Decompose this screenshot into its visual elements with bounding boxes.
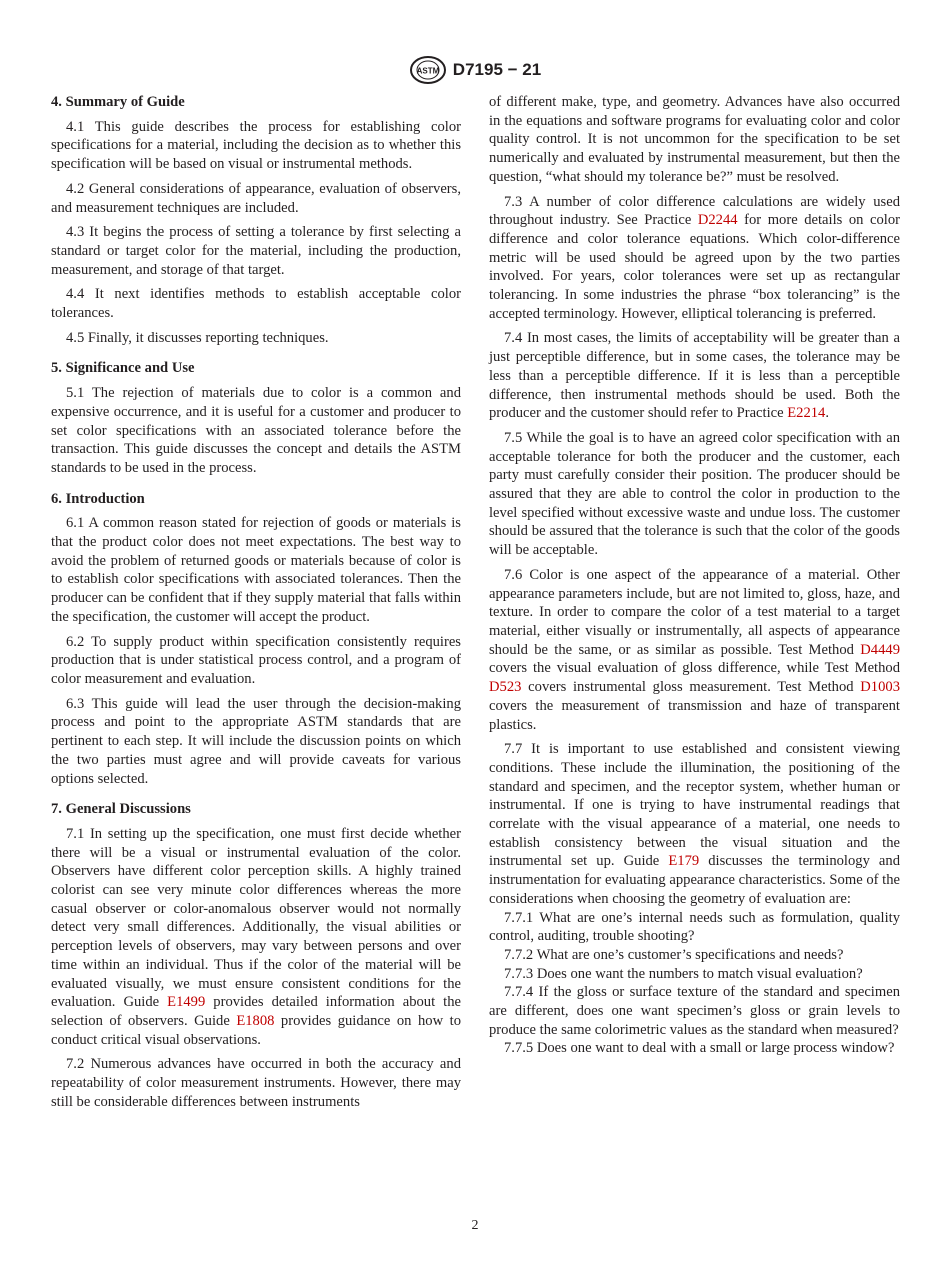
paragraph-7-3: 7.3 A number of color difference calculations are widely used throughout industry. See Practice D2244 for more details on color difference and color tolerance equations. Which color-difference metric will be used should be agreed upon by the two parties involved. For years, color tolerances were set up as rectangular tolerancing. In some industries the phrase “box tolerancing” is the accepted terminology. However, elliptical tolerancing is preferred. bbox=[489, 193, 900, 322]
document-id: D7195 − 21 bbox=[452, 60, 542, 79]
paragraph-6-3: 6.3 This guide will lead the user through the decision-making process and point to the appropriate ASTM standards that are pertinent to each step. It will include the discussion points on which the two parties must agree and will provide caveats for various options selected. bbox=[51, 695, 461, 787]
astm-logo-text: ASTM bbox=[416, 66, 440, 76]
reference-link-d523[interactable]: D523 bbox=[489, 679, 522, 696]
section-heading-summary: 4. Summary of Guide bbox=[51, 94, 185, 110]
paragraph-6-1: 6.1 A common reason stated for rejection of goods or materials is that the product color does not meet expectations. The best way to avoid the problem of returned goods or materials because of color is to establish color specifications with associated tolerances. Then the producer can be confident that if they supply material that falls within the specification, the customer will accept the product. bbox=[51, 515, 461, 625]
paragraph-7-7-2: 7.7.2 What are one’s customer’s specifications and needs? bbox=[504, 946, 844, 963]
reference-link-e1499[interactable]: E1499 bbox=[167, 994, 206, 1011]
page-header bbox=[0, 52, 950, 88]
reference-link-d2244[interactable]: D2244 bbox=[697, 212, 738, 229]
page-number: 2 bbox=[471, 1218, 479, 1233]
paragraph-7-7-1: 7.7.1 What are one’s internal needs such as formulation, quality control, auditing, trouble shooting? bbox=[489, 909, 900, 945]
paragraph-4-3: 4.3 It begins the process of setting a tolerance by first selecting a standard or target color for the material, including the production, measurement, and storage of that target. bbox=[51, 224, 461, 278]
paragraph-7-2-start: 7.2 Numerous advances have occurred in both the accuracy and repeatability of color measurement instruments. However, there may still be considerable differences between instruments bbox=[51, 1056, 461, 1110]
astm-logo-icon bbox=[409, 55, 447, 85]
right-column bbox=[489, 93, 900, 1058]
paragraph-7-5: 7.5 While the goal is to have an agreed color specification with an acceptable tolerance for both the producer and the customer, each party must carefully consider their position. The producer should be assured that they are able to control the color in production to the level specified without excessive waste and undue loss. The customer should be assured that the tolerance is such that the color of the goods will be acceptable. bbox=[489, 429, 900, 559]
paragraph-7-1: 7.1 In setting up the specification, one must first decide whether there will be a visual or instrumental evaluation of the color. Observers have different color perception skills. A highly trained colorist can see very minute color differences whereas the more casual observer or color-anomalous observer would not normally detect very small differences. Additionally, the visual abilities or perception levels of observers, may vary between persons and over time within an individual. Thus if the color of the material will be evaluated visually, we must ensure consistent conditions for the evaluation. Guide E1499 provides detailed information about the selection of observers. Guide E1808 provides guidance on how to conduct critical visual observations. bbox=[51, 825, 461, 1048]
paragraph-7-7-5: 7.7.5 Does one want to deal with a small or large process window? bbox=[504, 1040, 895, 1057]
reference-link-e2214[interactable]: E2214 bbox=[787, 405, 826, 422]
paragraph-7-4: 7.4 In most cases, the limits of acceptability will be greater than a just perceptible difference, but in some cases, the tolerance may be less than a perceptible difference. If it is less than a perceptible difference, then instrumental methods should be used. Both the producer and the customer should refer to Practice E2214. bbox=[489, 330, 900, 422]
paragraph-4-5: 4.5 Finally, it discusses reporting techniques. bbox=[66, 329, 329, 346]
section-heading-significance: 5. Significance and Use bbox=[51, 360, 195, 377]
section-heading-general-discussions: 7. General Discussions bbox=[51, 801, 191, 818]
paragraph-7-7: 7.7 It is important to use established and consistent viewing conditions. These include the illumination, the positioning of the standard and specimen, and the receptor system, whether human or instrumental. If one is trying to have instrumental readings that correlate with the visual appearance of a material, one needs to establish consistency between the visual situation and the instrumental set up. Guide E179 discusses the terminology and instrumentation for evaluating appearance characteristics. Some of the considerations when choosing the geometry of evaluation are: bbox=[489, 741, 901, 907]
paragraph-5-1: 5.1 The rejection of materials due to color is a common and expensive occurrence, and it is useful for a customer and producer to set color specifications with an associated tolerance before the transaction. This guide discusses the concept and details the ASTM standards to be used in the process. bbox=[51, 385, 461, 476]
paragraph-4-1: 4.1 This guide describes the process for establishing color specifications for a material, including the decision as to whether this specification will be based on visual or instrumental methods. bbox=[51, 118, 461, 173]
paragraph-7-2-continued: of different make, type, and geometry. Advances have also occurred in the equations and software programs for evaluating color and color quality control. It is not uncommon for the specification to be set numerically and evaluated by instrumental measurement, but then the question, “what should my tolerance be?” must be resolved. bbox=[489, 94, 900, 185]
paragraph-4-4: 4.4 It next identifies methods to establish acceptable color tolerances. bbox=[51, 286, 461, 322]
paragraph-7-7-3: 7.7.3 Does one want the numbers to match visual evaluation? bbox=[504, 965, 863, 982]
reference-link-d4449[interactable]: D4449 bbox=[860, 641, 900, 658]
left-column bbox=[51, 93, 461, 1117]
section-heading-introduction: 6. Introduction bbox=[51, 490, 145, 507]
reference-link-e179[interactable]: E179 bbox=[668, 853, 700, 870]
paragraph-6-2: 6.2 To supply product within specification consistently requires production that is under statistical process control, and a program of color measurement and evaluation. bbox=[51, 633, 461, 687]
reference-link-d1003[interactable]: D1003 bbox=[860, 679, 900, 696]
paragraph-4-2: 4.2 General considerations of appearance, evaluation of observers, and measurement techniques are included. bbox=[51, 180, 461, 216]
reference-link-e1808[interactable]: E1808 bbox=[236, 1012, 275, 1029]
paragraph-7-7-4: 7.7.4 If the gloss or surface texture of the standard and specimen are different, does one want specimen’s gloss or grain levels to produce the same colorimetric values as the standard when measured? bbox=[489, 984, 900, 1038]
paragraph-7-6: 7.6 Color is one aspect of the appearance of a material. Other appearance parameters include, but are not limited to, gloss, haze, and texture. In order to compare the color of a test material to a target material, either visually or instrumentally, all aspects of appearance should be the same, or as similar as possible. Test Method D4449 covers the visual evaluation of gloss difference, while Test Method D523 covers instrumental gloss measurement. Test Method D1003 covers the measurement of transmission and haze of transparent plastics. bbox=[489, 566, 900, 733]
